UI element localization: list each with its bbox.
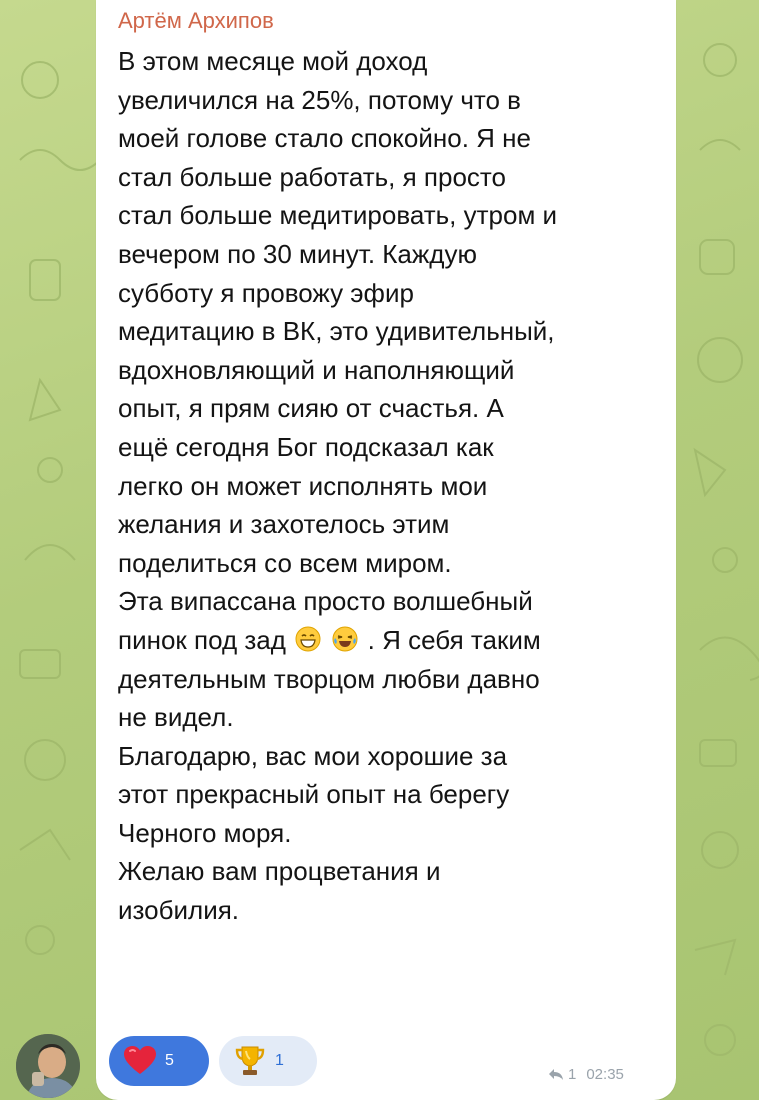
emoji-line-after: . Я себя таким	[367, 624, 541, 655]
message-line: стал больше работать, я просто	[118, 161, 506, 192]
message-line: Желаю вам процветания и	[118, 856, 441, 887]
message-line: желания и захотелось этим	[118, 509, 450, 540]
message-text	[118, 42, 663, 930]
user-photo-avatar	[16, 1034, 80, 1098]
message-line: субботу я провожу эфир	[118, 277, 414, 308]
reaction-heart-button[interactable]	[109, 1036, 209, 1086]
message-line: опыт, я прям сияю от счастья. А	[118, 393, 504, 424]
message-line: поделиться со всем миром.	[118, 547, 452, 578]
reply-count[interactable]: 1	[568, 1066, 577, 1083]
tears-of-joy-emoji	[332, 626, 358, 652]
message-line: этот прекрасный опыт на берегу	[118, 779, 510, 810]
message-line: ещё сегодня Бог подсказал как	[118, 431, 494, 462]
sender-avatar[interactable]	[16, 1034, 80, 1098]
message-line: Эта випассана просто волшебный	[118, 586, 533, 617]
message-line: легко он может исполнять мои	[118, 470, 488, 501]
message-line: увеличился на 25%, потому что в	[118, 84, 521, 115]
message-line-with-emoji	[118, 621, 663, 660]
message-line: изобилия.	[118, 895, 240, 926]
message-line: Черного моря.	[118, 817, 292, 848]
message-line: не видел.	[118, 702, 234, 733]
reaction-trophy-button[interactable]	[219, 1036, 317, 1086]
message-line: вдохновляющий и наполняющий	[118, 354, 515, 385]
message-line: Благодарю, вас мои хорошие за	[118, 740, 508, 771]
message-line: моей голове стало спокойно. Я не	[118, 123, 531, 154]
reaction-count: 1	[275, 1052, 284, 1069]
message-line: деятельным творцом любви давно	[118, 663, 540, 694]
message-line: стал больше медитировать, утром и	[118, 200, 558, 231]
message-time: 02:35	[586, 1066, 624, 1083]
message-meta	[548, 1066, 624, 1083]
message-line: В этом месяце мой доход	[118, 46, 428, 76]
grinning-face-emoji	[295, 626, 321, 652]
emoji-line-before: пинок под зад	[118, 624, 294, 655]
reply-arrow-icon[interactable]	[548, 1068, 564, 1081]
trophy-icon	[233, 1044, 267, 1078]
message-line: вечером по 30 минут. Каждую	[118, 238, 477, 269]
message-line: медитацию в ВК, это удивительный,	[118, 316, 555, 347]
red-heart-icon	[123, 1046, 157, 1076]
reaction-count: 5	[165, 1052, 174, 1069]
sender-name[interactable]: Артём Архипов	[118, 8, 274, 33]
